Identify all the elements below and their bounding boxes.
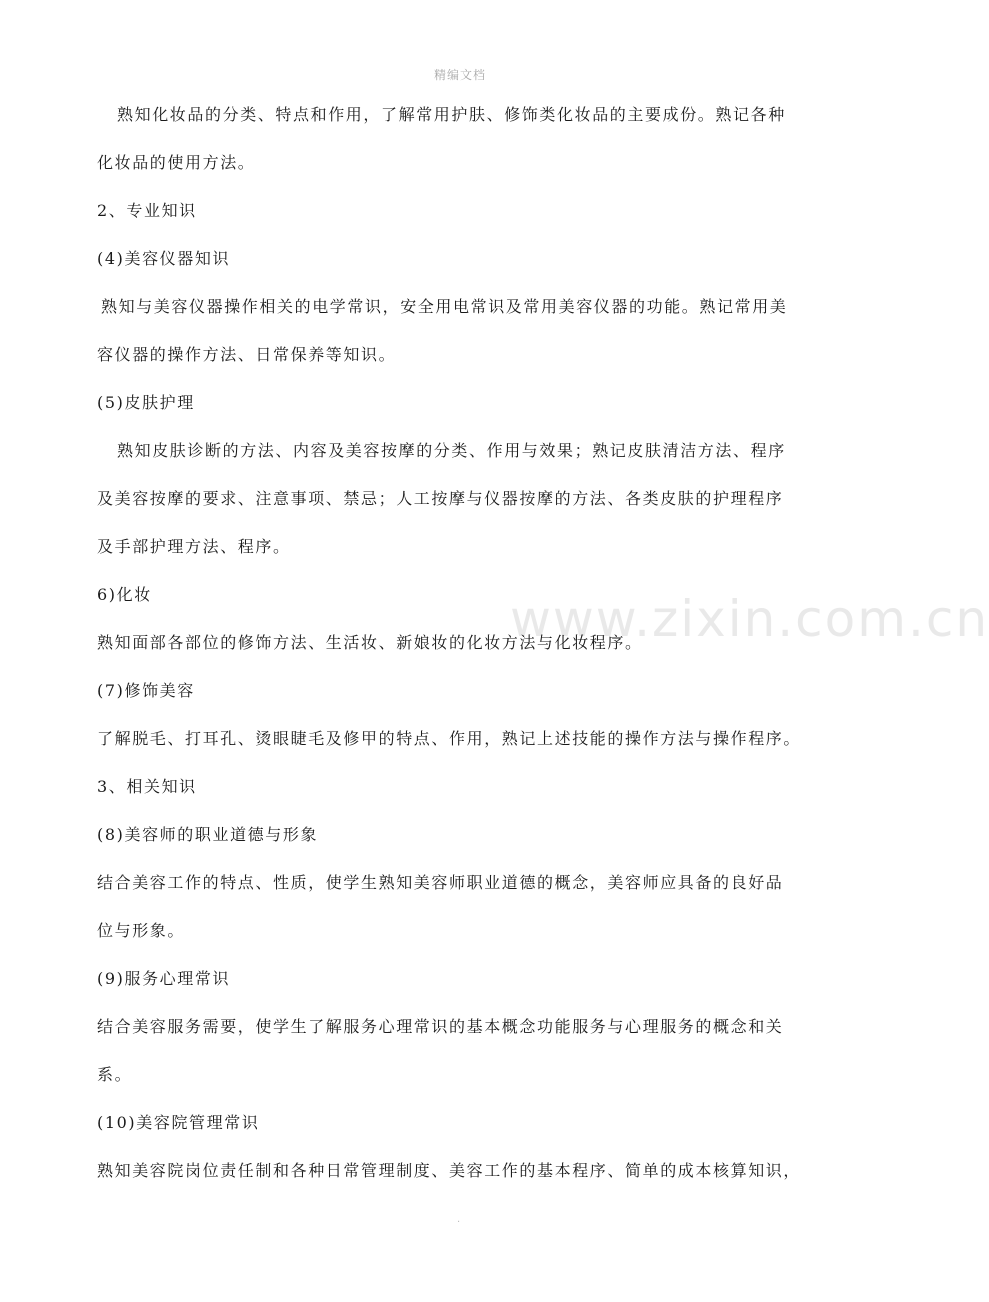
paragraph-line: 及手部护理方法、程序。 bbox=[97, 537, 291, 556]
page-footer: . bbox=[457, 1214, 461, 1225]
subsection-heading: (10)美容院管理常识 bbox=[97, 1113, 260, 1132]
subsection-heading: (7)修饰美容 bbox=[97, 681, 195, 700]
paragraph-line: 熟知皮肤诊断的方法、内容及美容按摩的分类、作用与效果；熟记皮肤清洁方法、程序 bbox=[117, 441, 786, 460]
section-heading: 3、相关知识 bbox=[97, 777, 197, 796]
page-header: 精编文档 bbox=[433, 68, 486, 82]
subsection-heading: (9)服务心理常识 bbox=[97, 969, 231, 988]
subsection-heading: (4)美容仪器知识 bbox=[97, 249, 231, 268]
subsection-heading: (8)美容师的职业道德与形象 bbox=[97, 825, 319, 844]
paragraph-line: 位与形象。 bbox=[97, 921, 186, 940]
paragraph-line: 结合美容服务需要，使学生了解服务心理常识的基本概念功能服务与心理服务的概念和关 bbox=[97, 1017, 784, 1036]
paragraph-line: 熟知美容院岗位责任制和各种日常管理制度、美容工作的基本程序、简单的成本核算知识， bbox=[97, 1161, 802, 1180]
paragraph-line: 熟知面部各部位的修饰方法、生活妆、新娘妆的化妆方法与化妆程序。 bbox=[97, 633, 643, 652]
paragraph-line: 及美容按摩的要求、注意事项、禁忌；人工按摩与仪器按摩的方法、各类皮肤的护理程序 bbox=[97, 489, 784, 508]
subsection-heading: (5)皮肤护理 bbox=[97, 393, 195, 412]
paragraph-line: 熟知与美容仪器操作相关的电学常识，安全用电常识及常用美容仪器的功能。熟记常用美 bbox=[101, 297, 788, 316]
paragraph-line: 了解脱毛、打耳孔、烫眼睫毛及修甲的特点、作用，熟记上述技能的操作方法与操作程序。 bbox=[97, 729, 802, 748]
paragraph-line: 熟知化妆品的分类、特点和作用，了解常用护肤、修饰类化妆品的主要成份。熟记各种 bbox=[117, 105, 786, 124]
paragraph-line: 化妆品的使用方法。 bbox=[97, 153, 256, 172]
paragraph-line: 结合美容工作的特点、性质，使学生熟知美容师职业道德的概念，美容师应具备的良好品 bbox=[97, 873, 784, 892]
paragraph-line: 系。 bbox=[97, 1065, 133, 1084]
watermark: www.zixin.com.cn bbox=[510, 590, 989, 648]
paragraph-line: 容仪器的操作方法、日常保养等知识。 bbox=[97, 345, 397, 364]
subsection-heading: 6)化妆 bbox=[97, 585, 152, 604]
section-heading: 2、专业知识 bbox=[97, 201, 197, 220]
